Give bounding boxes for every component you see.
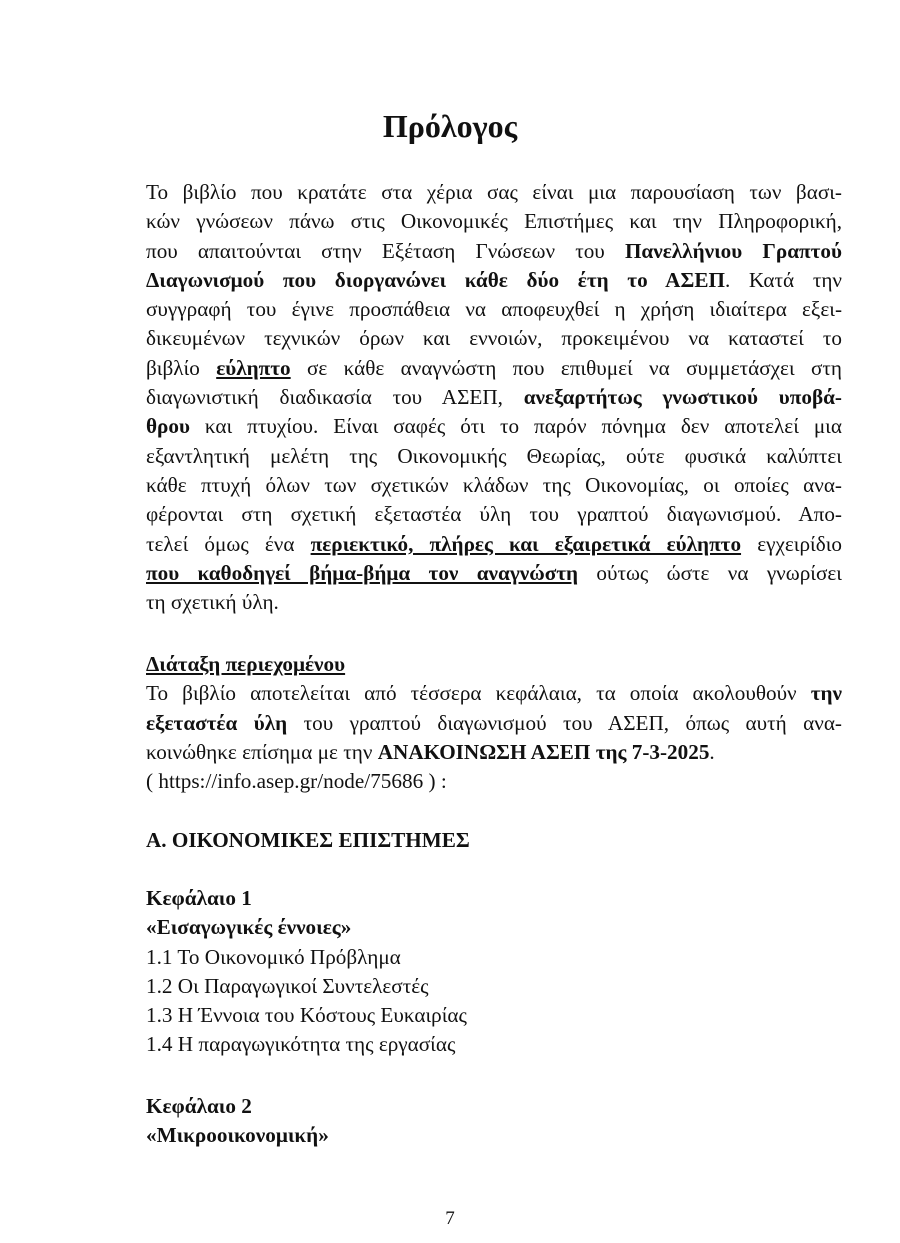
text-line xyxy=(146,471,842,500)
section-a-heading: Α. ΟΙΚΟΝΟΜΙΚΕΣ ΕΠΙΣΤΗΜΕΣ xyxy=(146,828,470,852)
text-run: συγγραφή του έγινε προσπάθεια να αποφευχθεί η χρήση ιδιαίτερα εξει- xyxy=(146,297,842,322)
text-run: του γραπτού διαγωνισμού του ΑΣΕΠ, όπως αυτή ανα- xyxy=(287,710,842,735)
text-run: φέρονται στη σχετική εξεταστέα ύλη του γραπτού διαγωνισμού. Απο- xyxy=(146,502,842,527)
chapter-item: 1.3 Η Έννοια του Κόστους Ευκαιρίας xyxy=(146,1003,467,1028)
bold-text: εξεταστέα ύλη xyxy=(146,710,288,735)
text-run: διαγωνιστική διαδικασία του ΑΣΕΠ, xyxy=(146,385,524,410)
text-run: εγχειρίδιο xyxy=(741,531,842,556)
text-run: κοινώθηκε επίσημα με την xyxy=(146,739,378,764)
text-run: κάθε πτυχή όλων των σχετικών κλάδων της Οικονομίας, οι οποίες ανα- xyxy=(146,472,842,497)
chapter-item: 1.2 Οι Παραγωγικοί Συντελεστές xyxy=(146,973,429,998)
chapter-title: «Εισαγωγικές έννοιες» xyxy=(146,915,352,940)
chapter-2 xyxy=(146,1092,842,1151)
page-number: 7 xyxy=(445,1208,455,1229)
text-line xyxy=(146,412,842,441)
text-line xyxy=(146,178,842,207)
text-run: σε κάθε αναγνώστη που επιθυμεί να συμμετάσχει στη xyxy=(290,355,842,380)
text-line xyxy=(146,383,842,412)
section-heading: Διάταξη περιεχομένου xyxy=(146,652,346,676)
text-run: που απαιτούνται στην Εξέταση Γνώσεων του xyxy=(146,238,625,263)
text-run: δικευμένων τεχνικών όρων και εννοιών, προκειμένου να καταστεί το xyxy=(146,326,842,351)
text-line xyxy=(146,738,842,767)
text-run: . Κατά την xyxy=(724,267,842,292)
text-line xyxy=(146,709,842,738)
text-line xyxy=(146,207,842,236)
chapter-item: 1.4 Η παραγωγικότητα της εργασίας xyxy=(146,1032,456,1057)
text-run: . xyxy=(709,739,715,764)
page-title: Πρόλογος xyxy=(382,108,518,144)
text-run: και πτυχίου. Είναι σαφές ότι το παρόν πόνημα δεν αποτελεί μια xyxy=(190,414,842,439)
text-run: Το βιβλίο που κρατάτε στα χέρια σας είναι μια παρουσίαση των βασι- xyxy=(146,180,842,204)
chapter-label: Κεφάλαιο 1 xyxy=(146,886,252,910)
text-line xyxy=(146,237,842,266)
intro-paragraph xyxy=(146,178,842,617)
text-run: Το βιβλίο αποτελείται από τέσσερα κεφάλαια, τα οποία ακολουθούν xyxy=(146,681,811,706)
text-run: ούτως ώστε να γνωρίσει xyxy=(578,560,842,585)
bold-text: Πανελλήνιου Γραπτού xyxy=(624,238,842,263)
chapter-1 xyxy=(146,884,842,1060)
emphasis-text: περιεκτικό, πλήρες και εξαιρετικά εύληπτο xyxy=(310,531,742,556)
bold-text: θρου xyxy=(146,414,190,439)
emphasis-text: που καθοδηγεί βήμα-βήμα τον αναγνώστη xyxy=(146,560,579,585)
reference-link: ( https://info.asep.gr/node/75686 ) : xyxy=(146,769,447,794)
text-line xyxy=(146,679,842,708)
chapter-title: «Μικροοικονομική» xyxy=(146,1123,329,1148)
bold-text: ΑΝΑΚΟΙΝΩΣΗ ΑΣΕΠ της 7-3-2025 xyxy=(377,739,710,764)
emphasis-text: εύληπτο xyxy=(216,355,291,380)
text-run: βιβλίο xyxy=(146,355,217,380)
chapter-label: Κεφάλαιο 2 xyxy=(146,1094,252,1118)
text-line xyxy=(146,354,842,383)
text-line xyxy=(146,588,842,617)
content-layout-section xyxy=(146,650,842,796)
bold-text: ανεξαρτήτως γνωστικού υποβά- xyxy=(523,385,842,410)
bold-text: την xyxy=(810,681,842,706)
bold-text: Διαγωνισμού που διοργανώνει κάθε δύο έτη το ΑΣΕΠ xyxy=(146,267,725,292)
text-line xyxy=(146,295,842,324)
chapter-item: 1.1 Το Οικονομικό Πρόβλημα xyxy=(146,944,401,969)
text-run: εξαντλητική μελέτη της Οικονομικής Θεωρίας, ούτε φυσικά καλύπτει xyxy=(146,443,842,468)
text-line xyxy=(146,324,842,353)
text-run: τελεί όμως ένα xyxy=(146,531,311,556)
text-line xyxy=(146,500,842,529)
text-line xyxy=(146,559,842,588)
text-run: τη σχετική ύλη. xyxy=(146,590,279,615)
text-run: κών γνώσεων πάνω στις Οικονομικές Επιστήμες και την Πληροφορική, xyxy=(146,209,842,234)
text-line xyxy=(146,442,842,471)
text-line xyxy=(146,530,842,559)
text-line xyxy=(146,266,842,295)
